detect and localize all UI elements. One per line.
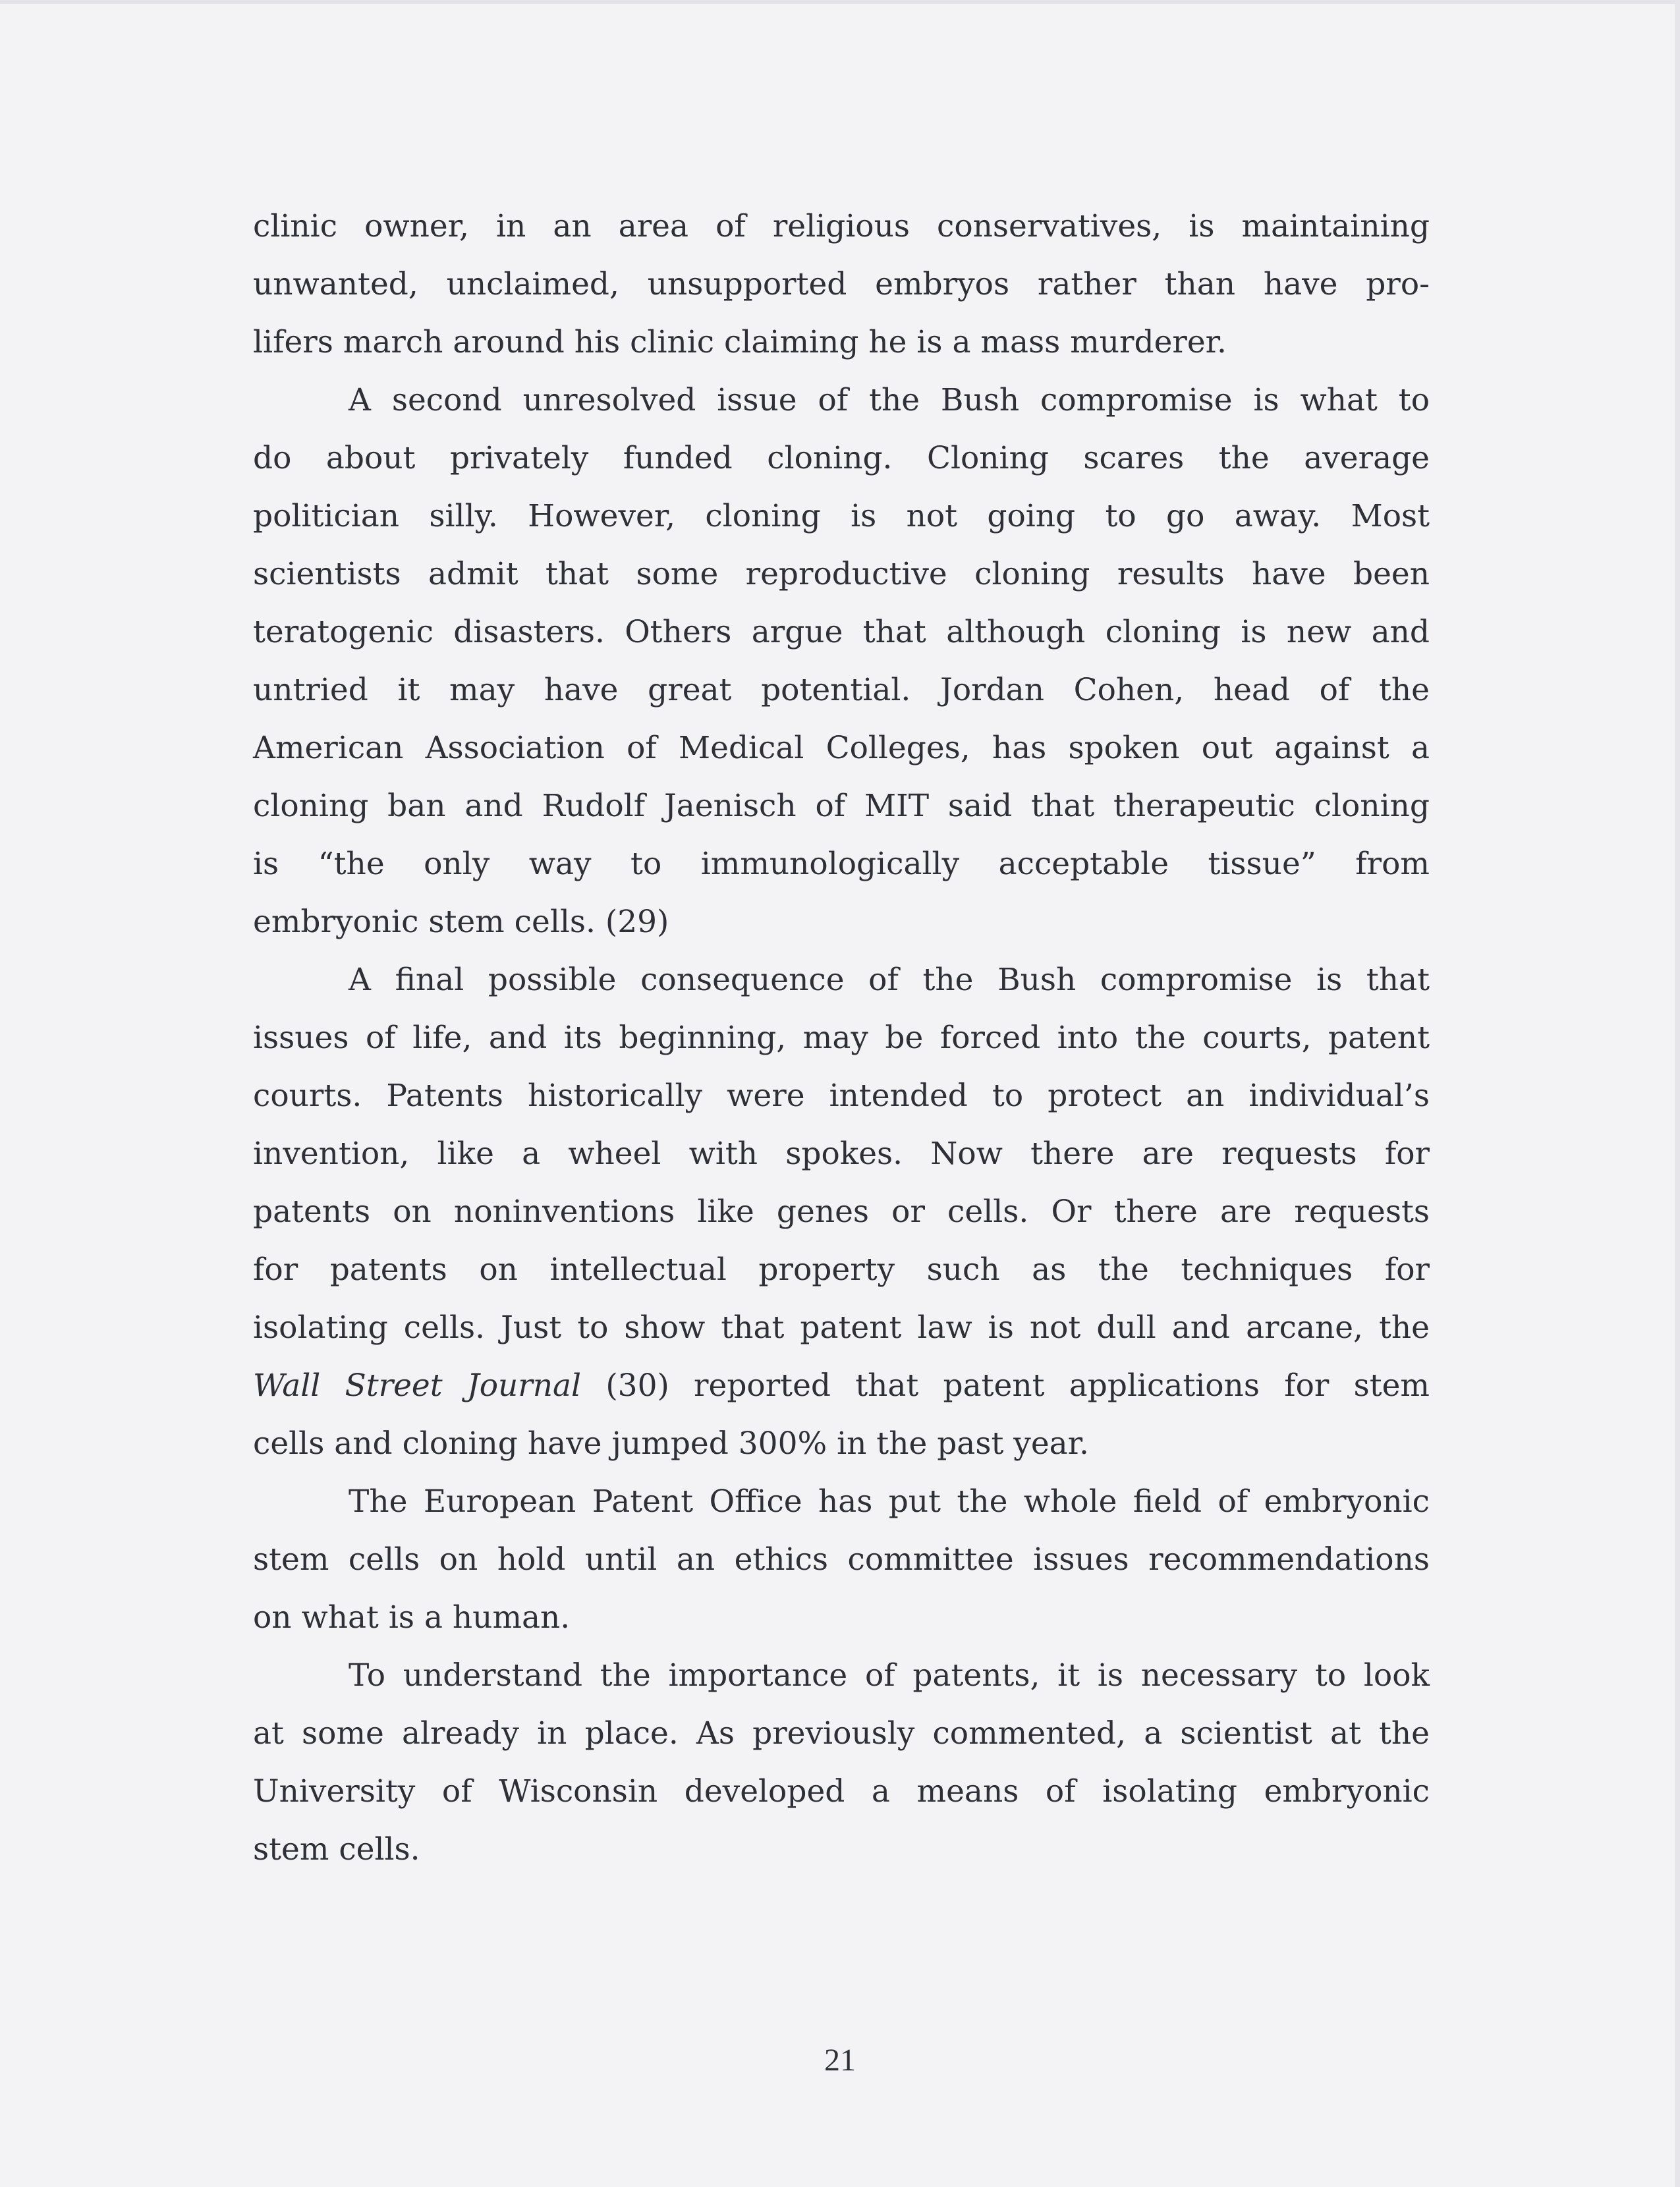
text-span: (30) reported that patent applications for stem: [581, 1368, 1430, 1404]
page-number: 21: [824, 2043, 856, 2078]
text-line: University of Wisconsin developed a means of isolating embryonic: [253, 1773, 1430, 1810]
text-line: stem cells.: [253, 1831, 420, 1868]
text-line: lifers march around his clinic claiming he is a mass murderer.: [253, 324, 1227, 360]
text-line: To understand the importance of patents, it is necessary to look: [349, 1657, 1430, 1694]
text-line: [253, 1357, 1430, 1415]
text-line: issues of life, and its beginning, may be forced into the courts, patent: [253, 1020, 1430, 1056]
text-line: teratogenic disasters. Others argue that although cloning is new and: [253, 614, 1430, 650]
paragraph: [253, 198, 1430, 372]
text-line: patents on noninventions like genes or cells. Or there are requests: [253, 1194, 1430, 1230]
paragraph: [253, 1647, 1430, 1879]
text-line: A final possible consequence of the Bush compromise is that: [349, 962, 1430, 998]
text-line: courts. Patents historically were intended to protect an individual’s: [253, 1078, 1430, 1114]
text-line: do about privately funded cloning. Cloning scares the average: [253, 440, 1430, 476]
text-line: American Association of Medical Colleges, has spoken out against a: [253, 730, 1430, 766]
publication-title: Wall Street Journal: [253, 1368, 582, 1404]
paragraph: [253, 1473, 1430, 1647]
text-line: clinic owner, in an area of religious conservatives, is maintaining: [253, 208, 1430, 244]
text-line: untried it may have great potential. Jordan Cohen, head of the: [253, 672, 1430, 708]
text-line: scientists admit that some reproductive cloning results have been: [253, 556, 1430, 592]
page-edge: [0, 0, 1680, 4]
text-line: isolating cells. Just to show that patent law is not dull and arcane, the: [253, 1310, 1430, 1346]
text-line: unwanted, unclaimed, unsupported embryos rather than have pro-: [253, 266, 1430, 302]
text-line: politician silly. However, cloning is not going to go away. Most: [253, 498, 1430, 534]
text-line: at some already in place. As previously commented, a scientist at the: [253, 1715, 1430, 1752]
text-line: A second unresolved issue of the Bush compromise is what to: [349, 382, 1430, 418]
text-line: embryonic stem cells. (29): [253, 904, 669, 940]
text-line: invention, like a wheel with spokes. Now there are requests for: [253, 1136, 1430, 1172]
page-edge: [1675, 0, 1680, 2187]
text-line: cloning ban and Rudolf Jaenisch of MIT said that therapeutic cloning: [253, 788, 1430, 824]
text-line: for patents on intellectual property such as the techniques for: [253, 1252, 1430, 1288]
text-line: on what is a human.: [253, 1599, 571, 1636]
text-line: cells and cloning have jumped 300% in the past year.: [253, 1426, 1089, 1462]
paragraph: [253, 372, 1430, 951]
text-line: is “the only way to immunologically acceptable tissue” from: [253, 846, 1430, 882]
text-line: stem cells on hold until an ethics committee issues recommendations: [253, 1541, 1430, 1578]
text-line: The European Patent Office has put the whole field of embryonic: [349, 1483, 1430, 1520]
body-text: [253, 198, 1430, 1879]
paragraph: [253, 951, 1430, 1473]
